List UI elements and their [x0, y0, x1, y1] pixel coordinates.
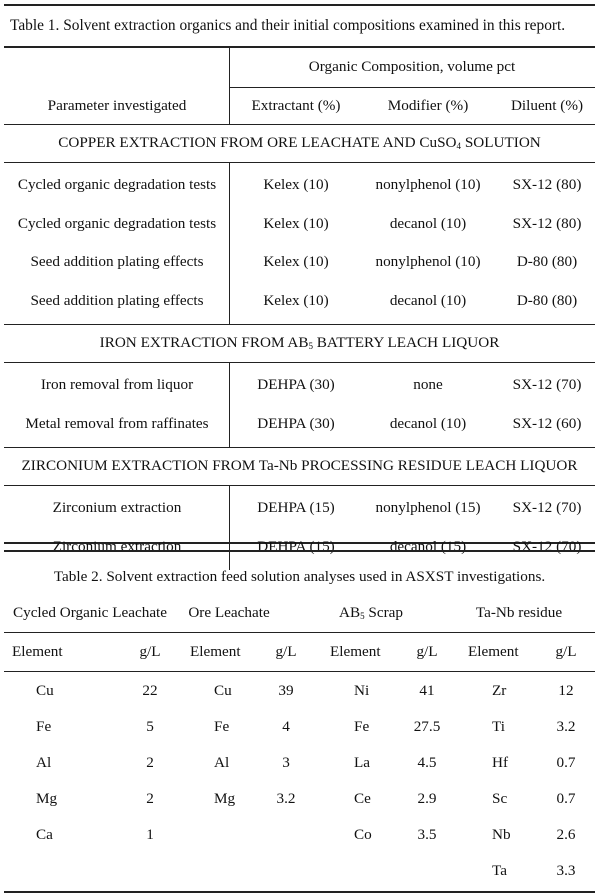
section-title [4, 134, 595, 152]
col-header-modifier: Modifier (%) [387, 97, 469, 114]
group-ore-leachate-element: Mg [214, 790, 236, 807]
group-ore-leachate-value: 39 [278, 682, 294, 699]
section-end-rule [4, 324, 595, 325]
col-header-diluent: Diluent (%) [510, 97, 584, 114]
group-ab5-scrap-value: 4.5 [417, 754, 437, 771]
section-title-text: COPPER EXTRACTION FROM ORE LEACHATE AND CuSO [58, 134, 457, 151]
group-ab5-scrap-element: Ce [354, 790, 371, 807]
group-ab5-scrap-element: La [354, 754, 371, 771]
row-diluent-cell: SX-12 (70) [512, 376, 582, 394]
col-header-extractant: Extractant (%) [251, 97, 341, 114]
group-ta-nb-residue-value: 2.6 [556, 826, 576, 843]
row-diluent-cell: SX-12 (70) [512, 499, 582, 517]
group-ore-leachate-element: Cu [214, 682, 232, 699]
group-cycled-organic-leachate-value: 2 [146, 790, 154, 807]
element-header: Element [330, 643, 381, 660]
section-title-text: SOLUTION [461, 134, 541, 151]
group-ore-leachate-element: Al [214, 754, 230, 771]
section-title [4, 334, 595, 352]
group-ab5-scrap-element: Ni [354, 682, 370, 699]
row-diluent-cell: SX-12 (70) [512, 537, 582, 555]
table-2-caption: Table 2. Solvent extraction feed solution analyses used in ASXST investigations. [53, 568, 546, 585]
group-header: Organic Composition, volume pct [308, 58, 516, 75]
subscript: 5 [360, 611, 365, 621]
row-modifier-cell: decanol (10) [389, 414, 467, 432]
gpl-header: g/L [139, 643, 161, 660]
group-ore-leachate-element: Fe [214, 718, 230, 735]
header-divider [229, 48, 230, 124]
column-divider [229, 162, 230, 324]
group-cycled-organic-leachate-element: Fe [36, 718, 52, 735]
group-ab5-scrap-element: Co [354, 826, 372, 843]
group-cycled-organic-leachate-element: Ca [36, 826, 53, 843]
column-divider [229, 362, 230, 447]
row-diluent-cell: SX-12 (80) [512, 214, 582, 232]
row-parameter-cell: Iron removal from liquor [40, 376, 194, 394]
group-ta-nb-residue-header: Ta-Nb residue [475, 604, 563, 621]
row-extractant-cell: DEHPA (15) [257, 499, 335, 517]
section-title-text: ZIRCONIUM EXTRACTION FROM Ta-Nb PROCESSING RESIDUE LEACH LIQUOR [21, 457, 578, 474]
row-modifier-cell: decanol (10) [389, 214, 467, 232]
group-ab5-scrap-value: 41 [419, 682, 435, 699]
group-ore-leachate-value: 3 [282, 754, 290, 771]
group-cycled-organic-leachate-value: 1 [146, 826, 154, 843]
group-ta-nb-residue-element: Hf [492, 754, 509, 771]
row-diluent-cell: SX-12 (60) [512, 414, 582, 432]
row-modifier-cell: none [413, 376, 443, 394]
row-extractant-cell: Kelex (10) [263, 214, 329, 232]
section-title-text: IRON EXTRACTION FROM AB [99, 334, 309, 351]
table-2 [4, 550, 595, 893]
section-title-subscript: 5 [308, 341, 313, 351]
section-title-subscript: 4 [456, 141, 462, 151]
group-cycled-organic-leachate-header: Cycled Organic Leachate [12, 604, 168, 621]
group-cycled-organic-leachate-element: Mg [36, 790, 58, 807]
element-header: Element [12, 643, 63, 660]
row-parameter-cell: Zirconium extraction [52, 537, 182, 555]
row-parameter-cell: Cycled organic degradation tests [17, 176, 217, 194]
row-parameter-cell: Zirconium extraction [52, 499, 182, 517]
group-ab5-scrap-element: Fe [354, 718, 370, 735]
row-modifier-cell: nonylphenol (10) [375, 176, 481, 194]
group-ore-leachate-header: Ore Leachate [188, 604, 270, 621]
section-rule [4, 485, 595, 486]
row-parameter-cell: Metal removal from raffinates [25, 414, 209, 432]
gpl-header: g/L [416, 643, 438, 660]
row-extractant-cell: Kelex (10) [263, 291, 329, 309]
gpl-header: g/L [555, 643, 577, 660]
group-cycled-organic-leachate-element: Al [36, 754, 52, 771]
group-ta-nb-residue-value: 3.2 [556, 718, 576, 735]
row-extractant-cell: DEHPA (30) [257, 376, 335, 394]
group-ta-nb-residue-value: 3.3 [556, 862, 576, 879]
group-ab5-scrap-value: 2.9 [417, 790, 437, 807]
section-title [4, 457, 595, 475]
group-ta-nb-residue-element: Ti [492, 718, 505, 735]
group-header-rule [229, 87, 595, 88]
element-header: Element [190, 643, 241, 660]
col-header-parameter: Parameter investigated [47, 97, 187, 114]
row-modifier-cell: decanol (10) [389, 291, 467, 309]
row-modifier-cell: nonylphenol (15) [375, 499, 481, 517]
row-diluent-cell: SX-12 (80) [512, 176, 582, 194]
gpl-header: g/L [275, 643, 297, 660]
row-extractant-cell: Kelex (10) [263, 176, 329, 194]
table-1 [4, 4, 595, 555]
group-ab5-scrap-value: 27.5 [413, 718, 441, 735]
group-ab5-scrap-value: 3.5 [417, 826, 437, 843]
header-rule [4, 124, 595, 125]
row-modifier-cell: nonylphenol (10) [375, 253, 481, 271]
section-end-rule [4, 447, 595, 448]
group-cycled-organic-leachate-value: 22 [142, 682, 158, 699]
group-ta-nb-residue-value: 12 [558, 682, 574, 699]
group-ore-leachate-value: 4 [282, 718, 290, 735]
group-ta-nb-residue-value: 0.7 [556, 790, 576, 807]
table-1-caption: Table 1. Solvent extraction organics and their initial compositions examined in this report. [4, 6, 595, 48]
group-ore-leachate-value: 3.2 [276, 790, 296, 807]
group-ta-nb-residue-element: Sc [492, 790, 508, 807]
row-parameter-cell: Seed addition plating effects [30, 253, 204, 271]
row-extractant-cell: DEHPA (30) [257, 414, 335, 432]
group-ab5-scrap-header: $AB_5$ Scrap [339, 604, 403, 621]
row-modifier-cell: decanol (15) [389, 537, 467, 555]
section-title-text: BATTERY LEACH LIQUOR [313, 334, 500, 351]
group-cycled-organic-leachate-element: Cu [36, 682, 54, 699]
row-parameter-cell: Seed addition plating effects [30, 291, 204, 309]
group-ta-nb-residue-element: Nb [492, 826, 511, 843]
element-header: Element [468, 643, 519, 660]
section-rule [4, 362, 595, 363]
group-cycled-organic-leachate-value: 2 [146, 754, 154, 771]
row-extractant-cell: Kelex (10) [263, 253, 329, 271]
group-ta-nb-residue-element: Ta [492, 862, 507, 879]
group-header-rule [4, 632, 595, 633]
group-cycled-organic-leachate-value: 5 [146, 718, 154, 735]
row-extractant-cell: DEHPA (15) [257, 537, 335, 555]
section-rule [4, 162, 595, 163]
sub-header-rule [4, 671, 595, 672]
row-parameter-cell: Cycled organic degradation tests [17, 214, 217, 232]
group-ta-nb-residue-value: 0.7 [556, 754, 576, 771]
row-diluent-cell: D-80 (80) [516, 291, 578, 309]
group-ta-nb-residue-element: Zr [492, 682, 507, 699]
row-diluent-cell: D-80 (80) [516, 253, 578, 271]
